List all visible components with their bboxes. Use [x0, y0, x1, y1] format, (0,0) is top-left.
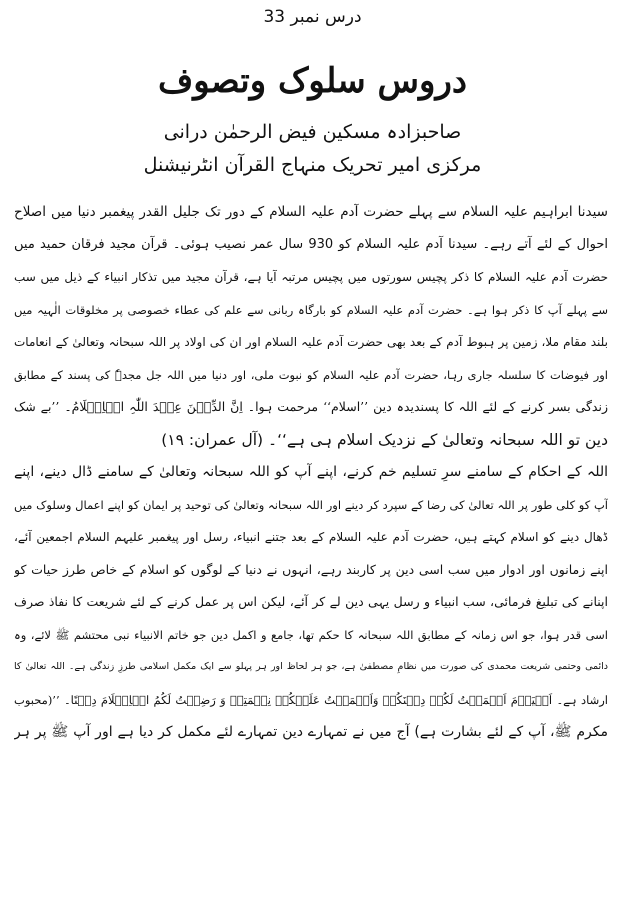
author-name: صاحبزادہ مسکین فیض الرحمٰن درانی [163, 121, 462, 143]
text-line: بلند مقام ملا، زمین پر ہبوط آدم کے بعد بھی حضرت آدم علیہ السلام اور ان کی اولاد پر اللہ سبحانہ وتعالیٰ کے انعامات [14, 335, 608, 349]
text-line: اسی قدر ہوا، جو اس زمانہ کے مطابق اللہ سبحانہ کا حکم تھا، جامع و اکمل دین جو خاتم الانبیاء نبی محتشم ﷺ لائے، وہ [14, 627, 608, 642]
text-line-with-quran-verse: ارشاد ہے۔ اَلۡیَوۡمَ اَکۡمَلۡتُ لَکُمۡ دِیۡنَکُمۡ وَاَتۡمَمۡتُ عَلَیۡکُمۡ نِعۡمَتِیۡ وَ رَضِیۡتُ لَکُمُ الۡاِسۡلَامَ دِیۡنًا۔ ’’(محبوب [14, 692, 608, 707]
text-line: اور فیوضات کا سلسلہ جاری رہا، حضرت آدم علیہ السلام کو نبوت ملی، اور دنیا میں اللہ جل مجدہٗ کی پسند کے مطابق [14, 367, 608, 382]
author-role: مرکزی امیر تحریک منہاج القرآن انٹرنیشنل [143, 154, 482, 176]
text-line: سیدنا ابراہیم علیہ السلام سے پہلے حضرت آدم علیہ السلام کے دور تک جلیل القدر پیغمبر دنیا میں اصلاح [14, 204, 608, 220]
text-line: اللہ کے احکام کے سامنے سرِ تسلیم خم کرنے، اپنے آپ کو اللہ سبحانہ وتعالیٰ کے سامنے ڈال دینے، اپنے [14, 464, 608, 480]
text-line: اپنانے کی تبلیغ فرمائی، سب انبیاء و رسل یہی دین لے کر آئے، لیکن اس پر عمل کرنے کے لئے شریعت کا نفاذ صرف [14, 594, 608, 609]
lesson-number: درس نمبر 33 [263, 7, 362, 27]
page-title: دروس سلوک وتصوف [157, 61, 468, 101]
paragraph-1 [14, 196, 608, 456]
text-line: دائمی وحتمی شریعت محمدی کی صورت میں نظامِ مصطفیٰ ہے، جو ہر لحاظ اور ہر پہلو سے ایک مکمل اسلامی طرزِ زندگی ہے۔ اللہ تعالیٰ کا [14, 661, 608, 672]
text-line: احوال کے لئے آتے رہے۔ سیدنا آدم علیہ السلام کو 930 سال عمر نصیب ہوئی۔ قرآن مجید فرقان حمید میں [14, 236, 608, 252]
text-line: آپ کو کلی طور پر اللہ تعالیٰ کی رضا کے سپرد کر دینے اور اللہ سبحانہ وتعالیٰ کی توحید پر ایمان کو اپنے اعمال وسلوک میں [14, 497, 608, 512]
text-line: سے پہلے آپ کا ذکر ہوا ہے۔ حضرت آدم علیہ السلام کو بارگاہ ربانی سے علم کی عطاء خصوصی پر مخلوقات الٰہیہ میں [14, 302, 608, 317]
paragraph-2 [14, 456, 608, 749]
text-line: ڈھال دینے کو اسلام کہتے ہیں، حضرت آدم علیہ السلام کے بعد جتنے انبیاء، رسل اور پیغمبر علیہم السلام اجمعین آئے، [14, 530, 608, 544]
text-line: دین تو اللہ سبحانہ وتعالیٰ کے نزدیک اسلام ہی ہے‘‘۔ (آل عمران: ۱۹) [161, 430, 608, 449]
article-body [14, 196, 608, 749]
text-line-with-quran-verse: زندگی بسر کرنے کے لئے اللہ کا پسندیدہ دین ’’اسلام‘‘ مرحمت ہوا۔ اِنَّ الدِّیۡنَ عِنۡدَ اللّٰہِ الۡاِسۡلَامُ۔ ’’بے شک [14, 399, 608, 414]
text-line: حضرت آدم علیہ السلام کا ذکر پچیس سورتوں میں پچیس مرتبہ آیا ہے، قرآن مجید میں تذکار انبیاء کے ذیل میں سب [14, 270, 608, 284]
text-line: مکرم ﷺ، آپ کے لئے بشارت ہے) آج میں نے تمہارے دین تمہارے لئے مکمل کر دیا ہے اور آپ ﷺ پر ہر [14, 724, 608, 740]
text-line: اپنے زمانوں اور ادوار میں سب اسی دین پر کاربند رہے، انہوں نے دنیا کے لوگوں کو اسلام کے خاص طرز حیات کو [14, 561, 608, 577]
